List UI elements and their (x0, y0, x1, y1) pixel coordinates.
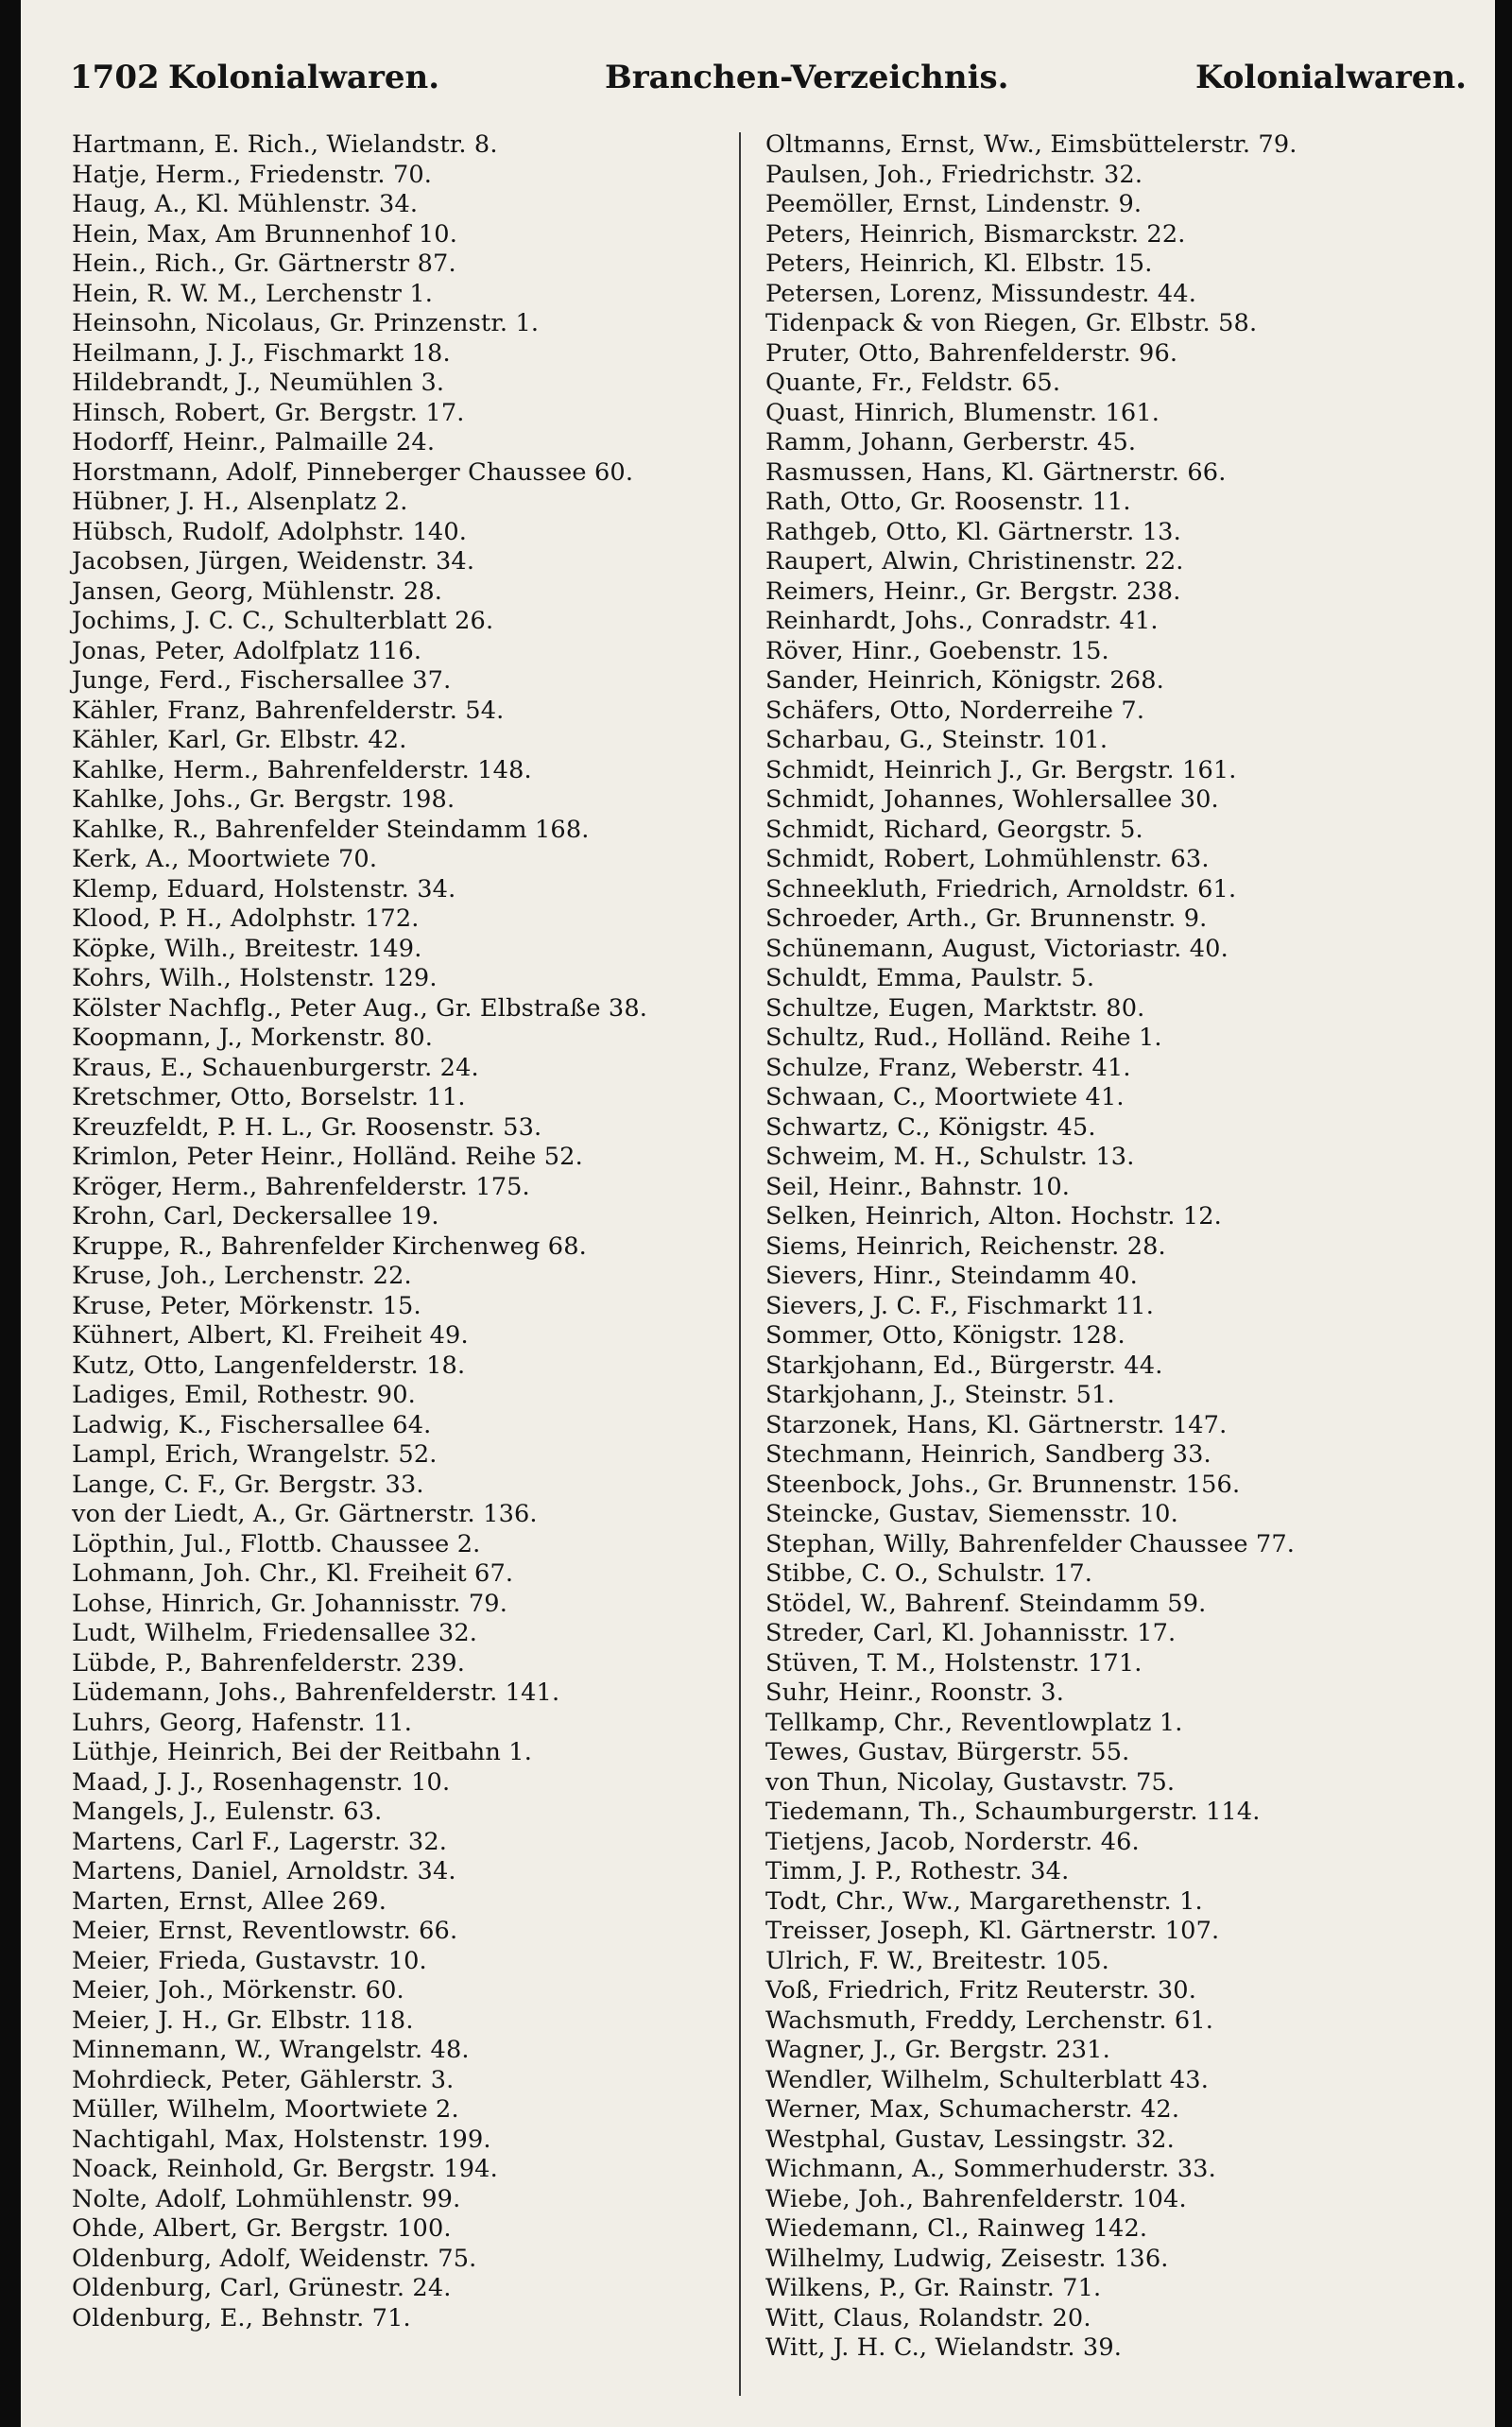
page-header (70, 59, 1467, 115)
directory-entry: Krohn, Carl, Deckersallee 19. (72, 1202, 439, 1231)
directory-entry: Pruter, Otto, Bahrenfelderstr. 96. (765, 338, 1178, 368)
directory-entry: Schroeder, Arth., Gr. Brunnenstr. 9. (765, 904, 1208, 933)
directory-entry: Kahlke, R., Bahrenfelder Steindamm 168. (72, 815, 590, 844)
directory-entry: Hübner, J. H., Alsenplatz 2. (72, 488, 408, 516)
directory-entry: Lange, C. F., Gr. Bergstr. 33. (72, 1470, 424, 1499)
directory-entry: Wagner, J., Gr. Bergstr. 231. (765, 2036, 1110, 2064)
directory-entry: Meier, Frieda, Gustavstr. 10. (72, 1946, 427, 1975)
directory-entry: Timm, J. P., Rothestr. 34. (765, 1857, 1070, 1885)
directory-entry: Quast, Hinrich, Blumenstr. 161. (765, 398, 1160, 427)
directory-entry: Ulrich, F. W., Breitestr. 105. (765, 1946, 1109, 1975)
directory-entry: Kahlke, Johs., Gr. Bergstr. 198. (72, 785, 455, 814)
directory-entry: Werner, Max, Schumacherstr. 42. (765, 2095, 1180, 2124)
directory-entry: Hübsch, Rudolf, Adolphstr. 140. (72, 517, 468, 546)
directory-entry: Raupert, Alwin, Christinenstr. 22. (765, 547, 1184, 576)
directory-entry: Lübde, P., Bahrenfelderstr. 239. (72, 1648, 465, 1678)
directory-entry: Westphal, Gustav, Lessingstr. 32. (765, 2125, 1175, 2154)
directory-entry: Martens, Daniel, Arnoldstr. 34. (72, 1857, 456, 1885)
directory-entry: Kahlke, Herm., Bahrenfelderstr. 148. (72, 755, 532, 784)
page-number: 1702 (70, 59, 160, 96)
directory-entry: Mangels, J., Eulenstr. 63. (72, 1798, 383, 1826)
directory-entry: Witt, J. H. C., Wielandstr. 39. (765, 2333, 1123, 2362)
directory-entry: Hein., Rich., Gr. Gärtnerstr 87. (72, 250, 456, 278)
directory-entry: Oltmanns, Ernst, Ww., Eimsbüttelerstr. 79. (765, 130, 1297, 159)
directory-entry: Petersen, Lorenz, Missundestr. 44. (765, 279, 1197, 308)
header-center-title: Branchen-Verzeichnis. (605, 59, 1009, 96)
directory-entry: Kruse, Peter, Mörkenstr. 15. (72, 1291, 421, 1320)
directory-entry: Haug, A., Kl. Mühlenstr. 34. (72, 190, 419, 218)
directory-entry: Köpke, Wilh., Breitestr. 149. (72, 934, 422, 963)
directory-entry: Hatje, Herm., Friedenstr. 70. (72, 160, 433, 189)
directory-entry: Lüthje, Heinrich, Bei der Reitbahn 1. (72, 1738, 533, 1766)
directory-entry: Hodorff, Heinr., Palmaille 24. (72, 428, 436, 456)
directory-entry: Schwaan, C., Moortwiete 41. (765, 1083, 1125, 1111)
directory-entry: Starzonek, Hans, Kl. Gärtnerstr. 147. (765, 1410, 1228, 1439)
directory-entry: Selken, Heinrich, Alton. Hochstr. 12. (765, 1202, 1222, 1231)
directory-entry: Ludt, Wilhelm, Friedensallee 32. (72, 1619, 478, 1647)
directory-entry: Koopmann, J., Morkenstr. 80. (72, 1024, 434, 1052)
directory-entry: Kohrs, Wilh., Holstenstr. 129. (72, 964, 438, 992)
directory-entry: Oldenburg, Carl, Grünestr. 24. (72, 2274, 452, 2302)
directory-entry: Kerk, A., Moortwiete 70. (72, 845, 378, 873)
directory-entry: Hein, Max, Am Brunnenhof 10. (72, 219, 457, 249)
directory-entry: Stüven, T. M., Holstenstr. 171. (765, 1648, 1143, 1678)
directory-entry: Paulsen, Joh., Friedrichstr. 32. (765, 160, 1143, 189)
directory-entry: Peters, Heinrich, Kl. Elbstr. 15. (765, 250, 1153, 278)
directory-entry: Kraus, E., Schauenburgerstr. 24. (72, 1053, 479, 1082)
directory-entry: Kutz, Otto, Langenfelderstr. 18. (72, 1351, 466, 1380)
directory-entry: Wilhelmy, Ludwig, Zeisestr. 136. (765, 2244, 1169, 2273)
directory-entry: Kreuzfeldt, P. H. L., Gr. Roosenstr. 53. (72, 1112, 542, 1142)
directory-entry: Junge, Ferd., Fischersallee 37. (72, 666, 452, 695)
directory-entry: Hartmann, E. Rich., Wielandstr. 8. (72, 130, 498, 159)
left-column (72, 130, 733, 2333)
directory-entry: Rasmussen, Hans, Kl. Gärtnerstr. 66. (765, 457, 1227, 487)
directory-entry: Scharbau, G., Steinstr. 101. (765, 726, 1108, 754)
directory-entry: Kruse, Joh., Lerchenstr. 22. (72, 1262, 412, 1290)
directory-entry: Tietjens, Jacob, Norderstr. 46. (765, 1827, 1140, 1856)
directory-entry: Kölster Nachflg., Peter Aug., Gr. Elbstraße 38. (72, 993, 648, 1023)
directory-entry: Müller, Wilhelm, Moortwiete 2. (72, 2095, 459, 2124)
directory-entry: Wiedemann, Cl., Rainweg 142. (765, 2214, 1148, 2243)
header-right-title: Kolonialwaren. (1194, 59, 1467, 96)
directory-entry: Suhr, Heinr., Roonstr. 3. (765, 1678, 1065, 1707)
directory-entry: Starkjohann, Ed., Bürgerstr. 44. (765, 1351, 1163, 1380)
directory-entry: Sievers, J. C. F., Fischmarkt 11. (765, 1291, 1155, 1320)
directory-entry: Meier, J. H., Gr. Elbstr. 118. (72, 2005, 414, 2035)
directory-entry: Steenbock, Johs., Gr. Brunnenstr. 156. (765, 1470, 1241, 1499)
directory-entry: Tiedemann, Th., Schaumburgerstr. 114. (765, 1798, 1261, 1826)
directory-entry: Lampl, Erich, Wrangelstr. 52. (72, 1440, 438, 1469)
directory-entry: Tellkamp, Chr., Reventlowplatz 1. (765, 1708, 1183, 1737)
directory-entry: Schultz, Rud., Holländ. Reihe 1. (765, 1024, 1162, 1052)
directory-entry: Horstmann, Adolf, Pinneberger Chaussee 60. (72, 457, 634, 487)
directory-entry: Hein, R. W. M., Lerchenstr 1. (72, 279, 434, 308)
directory-entry: Schweim, M. H., Schulstr. 13. (765, 1143, 1135, 1171)
directory-entry: Stephan, Willy, Bahrenfelder Chaussee 77. (765, 1529, 1296, 1558)
directory-entry: Maad, J. J., Rosenhagenstr. 10. (72, 1767, 451, 1797)
directory-entry: Noack, Reinhold, Gr. Bergstr. 194. (72, 2155, 498, 2183)
directory-entry: Steincke, Gustav, Siemensstr. 10. (765, 1500, 1178, 1528)
directory-entry: Nachtigahl, Max, Holstenstr. 199. (72, 2125, 491, 2154)
directory-entry: Marten, Ernst, Allee 269. (72, 1886, 387, 1916)
directory-entry: Ladiges, Emil, Rothestr. 90. (72, 1381, 416, 1409)
directory-entry: Lohse, Hinrich, Gr. Johannisstr. 79. (72, 1589, 507, 1618)
directory-entry: Siems, Heinrich, Reichenstr. 28. (765, 1231, 1166, 1261)
directory-entry: Kähler, Karl, Gr. Elbstr. 42. (72, 726, 407, 754)
directory-entry: Ohde, Albert, Gr. Bergstr. 100. (72, 2214, 452, 2243)
directory-entry: Lüdemann, Johs., Bahrenfelderstr. 141. (72, 1678, 560, 1707)
directory-entry: Reinhardt, Johs., Conradstr. 41. (765, 607, 1159, 635)
directory-entry: Sander, Heinrich, Königstr. 268. (765, 666, 1164, 695)
directory-entry: Peters, Heinrich, Bismarckstr. 22. (765, 219, 1186, 249)
directory-entry: Meier, Ernst, Reventlowstr. 66. (72, 1917, 458, 1945)
directory-entry: Wichmann, A., Sommerhuderstr. 33. (765, 2155, 1216, 2183)
directory-entry: Schäfers, Otto, Norderreihe 7. (765, 696, 1145, 725)
directory-entry: Luhrs, Georg, Hafenstr. 11. (72, 1708, 413, 1737)
directory-entry: Schultze, Eugen, Marktstr. 80. (765, 993, 1145, 1023)
directory-entry: Schmidt, Heinrich J., Gr. Bergstr. 161. (765, 755, 1237, 784)
directory-entry: Treisser, Joseph, Kl. Gärtnerstr. 107. (765, 1917, 1220, 1945)
directory-entry: Stödel, W., Bahrenf. Steindamm 59. (765, 1589, 1207, 1618)
directory-entry: Martens, Carl F., Lagerstr. 32. (72, 1827, 448, 1856)
directory-entry: Witt, Claus, Rolandstr. 20. (765, 2303, 1091, 2332)
directory-entry: Reimers, Heinr., Gr. Bergstr. 238. (765, 577, 1181, 606)
directory-entry: Schneekluth, Friedrich, Arnoldstr. 61. (765, 874, 1237, 904)
directory-entry: Jonas, Peter, Adolfplatz 116. (72, 636, 422, 665)
directory-entry: Oldenburg, Adolf, Weidenstr. 75. (72, 2244, 477, 2273)
directory-entry: Wendler, Wilhelm, Schulterblatt 43. (765, 2065, 1210, 2094)
directory-entry: Schünemann, August, Victoriastr. 40. (765, 934, 1228, 963)
directory-entry: Minnemann, W., Wrangelstr. 48. (72, 2036, 470, 2064)
directory-entry: Kähler, Franz, Bahrenfelderstr. 54. (72, 696, 505, 725)
header-left-title: Kolonialwaren. (168, 59, 440, 96)
directory-entry: Kruppe, R., Bahrenfelder Kirchenweg 68. (72, 1231, 587, 1261)
directory-entry: Jansen, Georg, Mühlenstr. 28. (72, 577, 443, 606)
directory-entry: Jacobsen, Jürgen, Weidenstr. 34. (72, 547, 475, 576)
directory-entry: Wachsmuth, Freddy, Lerchenstr. 61. (765, 2005, 1214, 2035)
directory-entry: Wiebe, Joh., Bahrenfelderstr. 104. (765, 2184, 1187, 2213)
directory-entry: Stechmann, Heinrich, Sandberg 33. (765, 1440, 1211, 1469)
directory-entry: Peemöller, Ernst, Lindenstr. 9. (765, 190, 1143, 218)
directory-entry: Löpthin, Jul., Flottb. Chaussee 2. (72, 1529, 481, 1558)
directory-entry: Röver, Hinr., Goebenstr. 15. (765, 636, 1109, 665)
directory-entry: Schwartz, C., Königstr. 45. (765, 1112, 1096, 1142)
right-column (765, 130, 1484, 2364)
directory-entry: Tidenpack & von Riegen, Gr. Elbstr. 58. (765, 309, 1258, 337)
directory-entry: Ramm, Johann, Gerberstr. 45. (765, 428, 1137, 456)
directory-entry: Quante, Fr., Feldstr. 65. (765, 369, 1061, 397)
directory-entry: Rathgeb, Otto, Kl. Gärtnerstr. 13. (765, 517, 1181, 546)
directory-entry: Streder, Carl, Kl. Johannisstr. 17. (765, 1619, 1177, 1647)
directory-entry: Kretschmer, Otto, Borselstr. 11. (72, 1083, 466, 1111)
directory-entry: Schmidt, Richard, Georgstr. 5. (765, 815, 1143, 844)
directory-page (21, 0, 1495, 2427)
directory-entry: Klood, P. H., Adolphstr. 172. (72, 904, 420, 933)
directory-entry: Heilmann, J. J., Fischmarkt 18. (72, 338, 451, 368)
directory-entry: Jochims, J. C. C., Schulterblatt 26. (72, 607, 494, 635)
directory-entry: Schmidt, Johannes, Wohlersallee 30. (765, 785, 1219, 814)
directory-entry: Voß, Friedrich, Fritz Reuterstr. 30. (765, 1976, 1196, 2005)
directory-entry: Kühnert, Albert, Kl. Freiheit 49. (72, 1321, 469, 1350)
directory-entry: Heinsohn, Nicolaus, Gr. Prinzenstr. 1. (72, 309, 540, 337)
directory-entry: Oldenburg, E., Behnstr. 71. (72, 2303, 411, 2332)
directory-entry: Wilkens, P., Gr. Rainstr. 71. (765, 2274, 1102, 2302)
directory-entry: Todt, Chr., Ww., Margarethenstr. 1. (765, 1886, 1203, 1916)
directory-entry: Lohmann, Joh. Chr., Kl. Freiheit 67. (72, 1559, 514, 1588)
directory-entry: Rath, Otto, Gr. Roosenstr. 11. (765, 488, 1131, 516)
directory-entry: Tewes, Gustav, Bürgerstr. 55. (765, 1738, 1130, 1766)
directory-entry: Ladwig, K., Fischersallee 64. (72, 1410, 432, 1439)
directory-entry: Hildebrandt, J., Neumühlen 3. (72, 369, 445, 397)
directory-entry: Hinsch, Robert, Gr. Bergstr. 17. (72, 398, 465, 427)
directory-entry: Sommer, Otto, Königstr. 128. (765, 1321, 1125, 1350)
directory-entry: Schulze, Franz, Weberstr. 41. (765, 1053, 1131, 1082)
directory-entry: Seil, Heinr., Bahnstr. 10. (765, 1172, 1071, 1201)
directory-entry: Mohrdieck, Peter, Gählerstr. 3. (72, 2065, 455, 2094)
directory-entry: Klemp, Eduard, Holstenstr. 34. (72, 874, 456, 904)
directory-entry: Schuldt, Emma, Paulstr. 5. (765, 964, 1095, 992)
directory-entry: Starkjohann, J., Steinstr. 51. (765, 1381, 1115, 1409)
directory-entry: Nolte, Adolf, Lohmühlenstr. 99. (72, 2184, 461, 2213)
directory-entry: Meier, Joh., Mörkenstr. 60. (72, 1976, 404, 2005)
directory-entry: Krimlon, Peter Heinr., Holländ. Reihe 52. (72, 1143, 583, 1171)
directory-entry: Stibbe, C. O., Schulstr. 17. (765, 1559, 1093, 1588)
directory-entry: von der Liedt, A., Gr. Gärtnerstr. 136. (72, 1500, 538, 1528)
column-divider (739, 132, 741, 2396)
directory-entry: Kröger, Herm., Bahrenfelderstr. 175. (72, 1172, 530, 1201)
directory-entry: Schmidt, Robert, Lohmühlenstr. 63. (765, 845, 1210, 873)
directory-entry: Sievers, Hinr., Steindamm 40. (765, 1262, 1138, 1290)
directory-entry: von Thun, Nicolay, Gustavstr. 75. (765, 1767, 1176, 1797)
